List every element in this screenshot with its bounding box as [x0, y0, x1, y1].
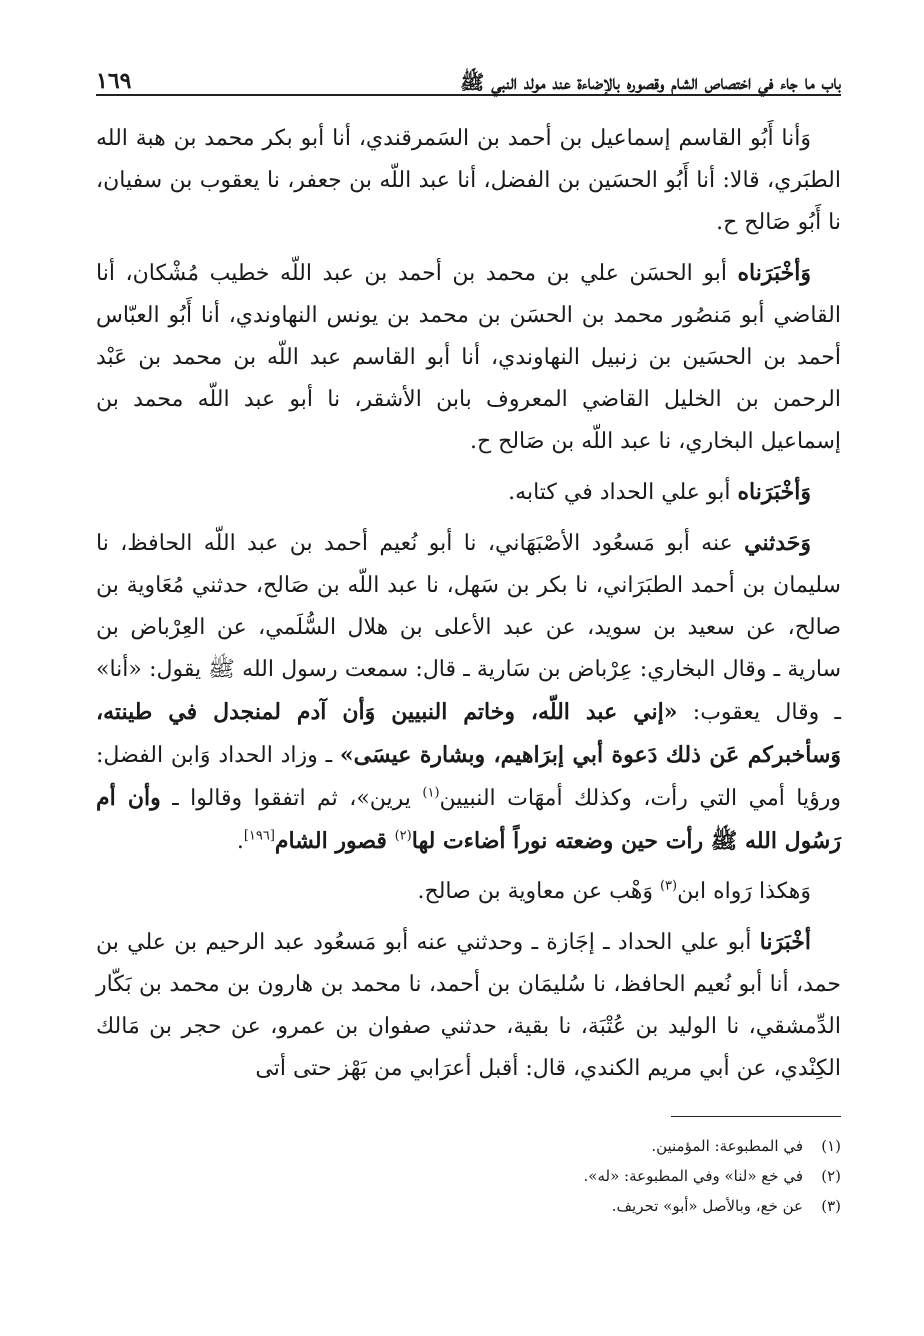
- book-page: [96, 52, 841, 1292]
- paragraph-lead: وَأخْبَرَناه: [737, 260, 811, 286]
- paragraph-1: [96, 118, 841, 244]
- footnote-text: في خع «لنا» وفي المطبوعة: «له».: [583, 1167, 803, 1185]
- footnote-number: (١): [821, 1137, 841, 1155]
- paragraph-4: وَحَدثني عنه أبو مَسعُود الأصْبَهَاني، نا أبو نُعيم أحمد بن عبد اللّه الحافظ، نا سليمان بن أحمد الطبَرَاني، نا بكر بن سَهل، نا عبد اللّه بن صَالح، حدثني مُعَاوية بن صالح، عن سعيد بن سويد، عن عبد الأعلى بن هلال السُّلَمي، عن العِرْباض بن سارية ـ وقال البخاري: عِرْباض بن سَارية ـ قال: سمعت رسول الله ﷺ يقول: «أنا» ـ وقال يعقوب: «إني عبد اللّه، وخاتم النبيين وَأن آدم لمنجدل في طينته، وَسأخبركم عَن ذلك دَعوة أبي إبرَاهيم، وبشارة عيسَى» ـ وزاد الحداد وَابن الفضل: ورؤيا أمي التي رأت، وكذلك أمهَات النبيين$^{(١)}$ يرين»، ثم اتفقوا وقالوا ـ وأن أم رَسُول الله ﷺ رأت حين وضعته نوراً أضاءت لها$^{(٢)}$ قصور الشام[١٩٦].: [96, 530, 842, 854]
- hadith-closing: وأن أم رَسُول الله ﷺ رأت حين وضعته نوراً أضاءت لها: [96, 785, 841, 854]
- footnote-divider: [671, 1116, 841, 1117]
- page-header: [96, 52, 841, 96]
- paragraph-text: أبو علي الحداد في كتابه.: [508, 480, 731, 505]
- reference-marker: [١٩٦]: [243, 828, 275, 844]
- footnote-number: (٣): [821, 1197, 841, 1215]
- paragraph-text-tail: وَهْب عن معاوية بن صالح.: [417, 879, 660, 904]
- paragraph-5: [96, 871, 841, 913]
- footnotes: [96, 1131, 841, 1221]
- paragraph-6: [96, 921, 841, 1090]
- paragraph-lead: وَحَدثني: [744, 530, 811, 556]
- footnote-text: عن خع، وبالأصل «أبو» تحريف.: [611, 1197, 803, 1215]
- paragraph-lead: أخْبَرَنا: [759, 929, 811, 955]
- paragraph-lead: وَأخْبَرَناه: [737, 479, 811, 505]
- paragraph-text: وَهكذا رَواه ابن: [677, 879, 811, 904]
- footnote-2: [96, 1161, 841, 1191]
- footnote-ref-3[interactable]: (٣): [659, 878, 678, 894]
- paragraph-text: أبو علي الحداد ـ إجَازة ـ وحدثني عنه أبو مَسعُود عبد الرحيم بن علي بن حمد، أنا أبو نُعيم الحافظ، نا سُليمَان بن أحمد، نا محمد بن هارون بن محمد بن بَكّار الدِّمشقي، نا الوليد بن عُتْبَة، نا بقية، حدثني صفوان بن عمرو، عن حجر بن مَالك الكِنْدي، عن أبي مريم الكندي، قال: أقبل أعرَابي من بَهْز حتى أتى: [96, 930, 841, 1081]
- footnote-3: [96, 1191, 841, 1221]
- footnote-number: (٢): [821, 1167, 841, 1185]
- page-number: ١٦٩: [96, 67, 132, 94]
- hadith-addition-2: يرين»، ثم اتفقوا وقالوا ـ: [160, 786, 423, 811]
- footnote-1: [96, 1131, 841, 1161]
- hadith-closing-2: قصور الشام: [274, 828, 395, 854]
- paragraph-text: أبو الحسَن علي بن محمد بن أحمد بن عبد اللّه خطيب مُشْكان، أنا القاضي أبو مَنصُور محمد بن الحسَن بن محمد بن يونس النهاوندي، أنا أَبُو العبّاس أحمد بن الحسَين بن زنبيل النهاوندي، أنا أبو القاسم عبد اللّه بن محمد بن عَبْد الرحمن بن الخليل القاضي المعروف بابن الأشقر، نا أبو عبد اللّه محمد بن إسماعيل البخاري، نا عبد اللّه بن صَالح ح.: [96, 261, 841, 454]
- running-title: باب ما جاء في اختصاص الشام وقصوره بالإضاءة عند مولد النبي ﷺ: [460, 70, 841, 94]
- hadith-addition: ـ وزاد الحداد وَابن الفضل: ورؤيا أمي التي رأت، وكذلك أمهَات النبيين: [96, 743, 841, 811]
- footnote-text: في المطبوعة: المؤمنين.: [651, 1137, 803, 1155]
- paragraph-3: [96, 471, 841, 514]
- paragraph-text: وَأنا أَبُو القاسم إسماعيل بن أحمد بن السَمرقندي، أنا أبو بكر محمد بن هبة الله الطبَري، قالا: أنا أَبُو الحسَين بن الفضل، أنا عبد اللّه بن جعفر، نا يعقوب بن سفيان، نا أَبُو صَالح ح.: [96, 126, 841, 235]
- footnote-ref-1[interactable]: (١): [422, 785, 440, 801]
- paragraph-2: [96, 252, 841, 463]
- footnote-ref-2[interactable]: (٢): [394, 828, 412, 844]
- hadith-quote: «إني عبد اللّه، وخاتم النبيين وَأن آدم لمنجدل في طينته، وَسأخبركم عَن ذلك دَعوة أبي إبرَاهيم، وبشارة عيسَى»: [96, 699, 841, 768]
- page-body: [96, 118, 841, 1090]
- paragraph-text: عنه أبو مَسعُود الأصْبَهَاني، نا أبو نُعيم أحمد بن عبد اللّه الحافظ، نا سليمان بن أحمد الطبَرَاني، نا بكر بن سَهل، نا عبد اللّه بن صَالح، حدثني مُعَاوية بن صالح، عن سعيد بن سويد، عن عبد الأعلى بن هلال السُّلَمي، عن العِرْباض بن سارية ـ وقال البخاري: عِرْباض بن سَارية ـ قال: سمعت رسول الله ﷺ يقول: «أنا» ـ وقال يعقوب:: [96, 531, 842, 725]
